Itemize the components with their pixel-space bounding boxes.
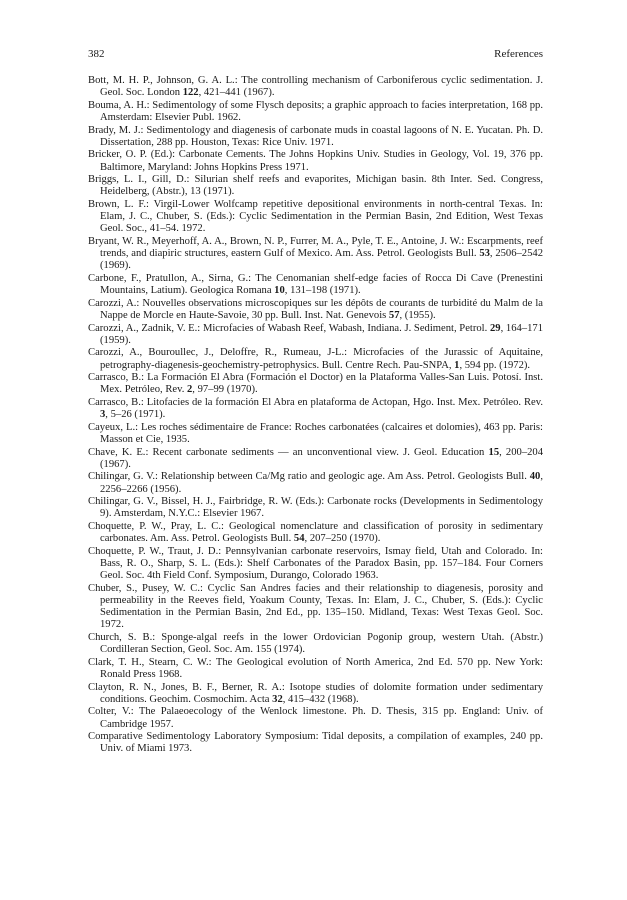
running-header xyxy=(88,48,543,61)
reference-text: Choquette, P. W., Traut, J. D.: Pennsylvanian carbonate reservoirs, Ismay field, Utah and Colorado. In: Bass, R. O., Sharp, S. L. (Eds.): Shelf Carbonates of the Paradox Basin, pp. 157–184. Four Corners Geol. Soc. 4th Field Conf. Symposium, Durango, Colorado 1963. xyxy=(88,545,543,582)
reference-text: Bott, M. H. P., Johnson, G. A. L.: The controlling mechanism of Carboniferous cyclic sedimentation. J. Geol. Soc. London xyxy=(88,75,543,99)
reference-volume: 40 xyxy=(529,471,541,483)
reference-volume: 15 xyxy=(488,446,500,458)
reference-entry xyxy=(88,706,543,730)
reference-text: Bricker, O. P. (Ed.): Carbonate Cements. The Johns Hopkins Univ. Studies in Geology, Vol. 19, 376 pp. Baltimore, Maryland: Johns Hopkins Press 1971. xyxy=(88,149,543,173)
reference-text: Carozzi, A., Zadnik, V. E.: Microfacies of Wabash Reef, Wabash, Indiana. J. Sediment, Petrol. xyxy=(88,322,490,334)
reference-entry xyxy=(88,75,543,99)
reference-entry xyxy=(88,546,543,583)
reference-text: Carrasco, B.: Litofacies de la formación El Abra en plataforma de Actopan, Hgo. Inst. Mex. Petróleo. Rev. xyxy=(88,396,543,408)
reference-entry xyxy=(88,199,543,236)
reference-text: Chave, K. E.: Recent carbonate sediments — an unconventional view. J. Geol. Education xyxy=(88,446,489,458)
reference-text: Bouma, A. H.: Sedimentology of some Flysch deposits; a graphic approach to facies interpretation, 168 pp. Amsterdam: Elsevier Publ. 1962. xyxy=(88,99,543,123)
reference-text: Brown, L. F.: Virgil-Lower Wolfcamp repetitive depositional environments in north-central Texas. In: Elam, J. C., Chuber, S. (Eds.): Cyclic Sedimentation in the Permian Basin, 2nd Edition, West Texas Geol. Soc., 41–54. 1972. xyxy=(88,198,543,235)
reference-text: Colter, V.: The Palaeoecology of the Wenlock limestone. Ph. D. Thesis, 315 pp. England: Univ. of Cambridge 1957. xyxy=(88,706,543,730)
reference-pages: , 97–99 (1970). xyxy=(192,384,258,396)
reference-entry xyxy=(88,471,543,495)
reference-entry xyxy=(88,372,543,396)
reference-entry xyxy=(88,174,543,198)
reference-volume: 32 xyxy=(272,693,283,705)
reference-text: Chilingar, G. V., Bissel, H. J., Fairbridge, R. W. (Eds.): Carbonate rocks (Developments in Sedimentology 9). Amsterdam, N.Y.C.: Elsevier 1967. xyxy=(88,496,543,520)
reference-text: Carbone, F., Pratullon, A., Sirna, G.: The Cenomanian shelf-edge facies of Rocca Di Cave (Prenestini Mountains, Latium). Geologica Romana xyxy=(88,272,543,297)
reference-volume: 1 xyxy=(454,359,460,371)
reference-text: Briggs, L. I., Gill, D.: Silurian shelf reefs and evaporites, Michigan basin. 8th Inter. Sed. Congress, Heidelberg, (Abstr.), 13 (1971). xyxy=(88,174,543,198)
reference-pages: , 2256–2266 (1956). xyxy=(100,471,543,495)
reference-entry xyxy=(88,422,543,446)
reference-volume: 54 xyxy=(293,533,305,545)
reference-entry xyxy=(88,682,543,706)
reference-entry xyxy=(88,100,543,124)
reference-entry xyxy=(88,521,543,545)
reference-pages: , 200–204 (1967). xyxy=(100,446,544,470)
reference-entry xyxy=(88,496,543,520)
reference-pages: , 131–198 (1971). xyxy=(284,285,361,297)
section-title: References xyxy=(494,48,543,60)
reference-pages: , 164–171 (1959). xyxy=(100,322,543,346)
reference-text: Brady, M. J.: Sedimentology and diagenesis of carbonate muds in coastal lagoons of N. E. Yucatan. Ph. D. Dissertation, 288 pp. Houston, Texas: Rice Univ. 1971. xyxy=(88,124,543,148)
reference-entry xyxy=(88,323,543,347)
reference-entry xyxy=(88,236,543,273)
reference-pages: , (1955). xyxy=(399,309,436,321)
page-number: 382 xyxy=(88,48,105,60)
reference-text: Chilingar, G. V.: Relationship between Ca/Mg ratio and geologic age. Am Ass. Petrol. Geologists Bull. xyxy=(88,471,530,483)
reference-entry xyxy=(88,657,543,681)
reference-text: Comparative Sedimentology Laboratory Symposium: Tidal deposits, a compilation of examples, 240 pp. Univ. of Miami 1973. xyxy=(88,731,543,755)
reference-entry xyxy=(88,347,543,371)
reference-entry xyxy=(88,632,543,656)
reference-list xyxy=(88,75,543,756)
reference-entry xyxy=(88,125,543,149)
reference-text: Bryant, W. R., Meyerhoff, A. A., Brown, N. P., Furrer, M. A., Pyle, T. E., Antoine, J. W.: Escarpments, reef trends, and diapiric structures, eastern Gulf of Mexico. Am. Ass. Petrol. Geologists Bull. xyxy=(88,235,543,260)
reference-entry xyxy=(88,298,543,322)
reference-entry xyxy=(88,397,543,421)
reference-pages: , 2506–2542 (1969). xyxy=(100,248,543,272)
reference-volume: 122 xyxy=(182,87,199,99)
reference-entry xyxy=(88,583,543,632)
reference-volume: 29 xyxy=(489,322,501,334)
reference-text: Choquette, P. W., Pray, L. C.: Geological nomenclature and classification of porosity in sedimentary carbonates. Am. Ass. Petrol. Geologists Bull. xyxy=(88,520,543,545)
reference-text: Cayeux, L.: Les roches sédimentaire de France: Roches carbonatées (calcaires et dolomies), 463 pp. Paris: Masson et Cie, 1935. xyxy=(88,421,543,445)
reference-text: Carozzi, A.: Nouvelles observations microscopiques sur les dépôts de courants de turbidité du Malm de la Nappe de Morcle en Haute-Savoie, 30 pp. Bull. Inst. Nat. Genevois xyxy=(88,297,543,321)
reference-text: Carrasco, B.: La Formación El Abra (Formación el Doctor) en la Plataforma Valles-San Luis. Potosí. Inst. Mex. Petróleo, Rev. xyxy=(88,372,543,396)
reference-volume: 10 xyxy=(274,285,285,297)
reference-pages: , 5–26 (1971). xyxy=(105,409,166,421)
reference-text: Church, S. B.: Sponge-algal reefs in the lower Ordovician Pogonip group, western Utah. (Abstr.) Cordilleran Section, Geol. Soc. Am. 155 (1974). xyxy=(88,631,543,656)
reference-entry xyxy=(88,447,543,471)
reference-entry xyxy=(88,149,543,173)
reference-text: Carozzi, A., Bouroullec, J., Deloffre, R., Rumeau, J-L.: Microfacies of the Jurassic of Aquitaine, petrography-diagenesis-geochemistry-petrophysics. Bull. Centre Rech. Pau-SNPA, xyxy=(88,347,543,371)
reference-volume: 3 xyxy=(100,409,106,421)
reference-text: Clayton, R. N., Jones, B. F., Berner, R. A.: Isotope studies of dolomite formation under sedimentary conditions. Geochim. Cosmochim. Acta xyxy=(88,681,543,705)
reference-pages: , 207–250 (1970). xyxy=(304,533,381,545)
reference-entry xyxy=(88,273,543,297)
reference-text: Chuber, S., Pusey, W. C.: Cyclic San Andres facies and their relationship to diagenesis, porosity and permeability in the Reeves field, Yoakum County, Texas. In: Elam, J. C., Chuber, S. (Eds.): Cyclic Sedimentation in the Permian Basin, 2nd Ed., pp. 135–150. Midland, Texas: West Texas Geol. Soc. 1972. xyxy=(88,582,543,631)
reference-volume: 57 xyxy=(388,309,400,321)
reference-pages: , 421–441 (1967). xyxy=(198,87,275,99)
page xyxy=(88,48,543,756)
reference-volume: 2 xyxy=(187,384,193,396)
reference-entry xyxy=(88,731,543,755)
reference-text: Clark, T. H., Stearn, C. W.: The Geological evolution of North America, 2nd Ed. 570 pp. New York: Ronald Press 1968. xyxy=(88,656,543,680)
reference-pages: , 594 pp. (1972). xyxy=(459,359,531,371)
reference-volume: 53 xyxy=(479,248,490,260)
reference-pages: , 415–432 (1968). xyxy=(282,693,359,705)
